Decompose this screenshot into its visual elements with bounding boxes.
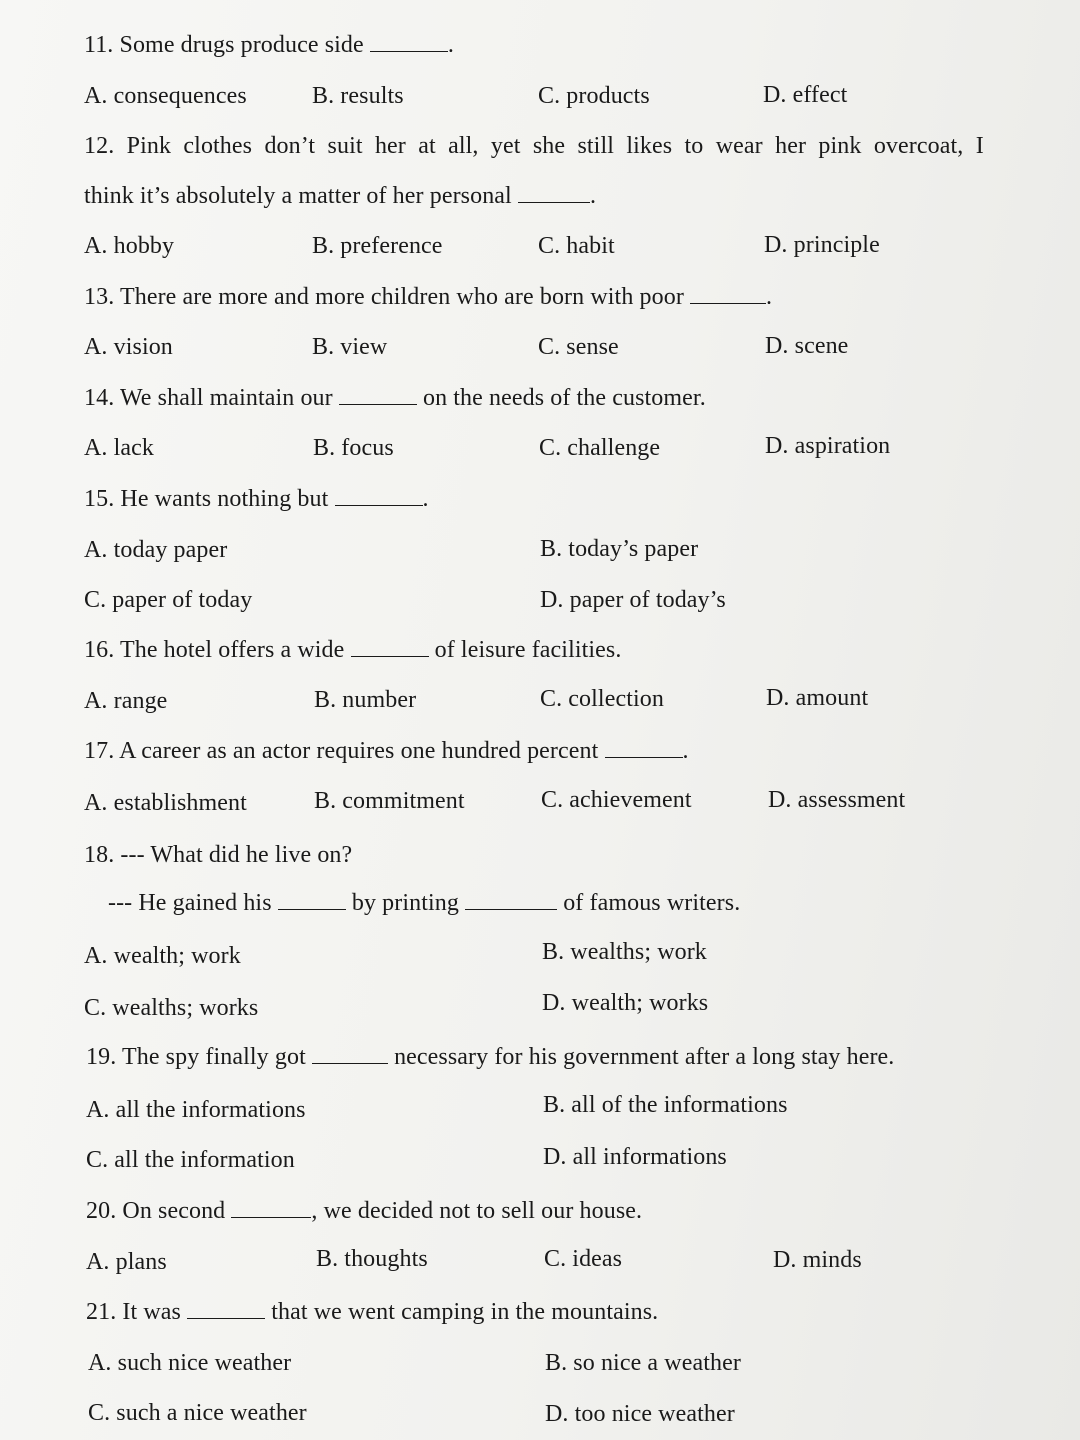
option-d: D. minds — [773, 1247, 862, 1273]
option-b: B. view — [312, 334, 388, 360]
stem-word: wear — [715, 133, 763, 159]
option-a: A. wealth; work — [84, 943, 241, 969]
option-c: C. paper of today — [84, 587, 253, 613]
stem-word: her — [374, 133, 406, 159]
stem-word: likes — [626, 133, 673, 159]
option-a: A. lack — [84, 435, 155, 461]
answer-blank — [335, 485, 423, 506]
option-a: A. plans — [86, 1249, 167, 1275]
option-b: B. number — [314, 687, 417, 713]
option-b: B. today’s paper — [540, 536, 699, 562]
option-d: D. aspiration — [765, 433, 891, 459]
option-b: B. wealths; work — [542, 939, 707, 965]
option-c: C. all the information — [86, 1147, 295, 1173]
answer-blank — [187, 1298, 265, 1319]
answer-blank — [370, 31, 448, 52]
question-12-stem-line2: think it’s absolutely a matter of her personal . — [84, 183, 597, 209]
option-d: D. too nice weather — [545, 1401, 735, 1427]
question-20-stem: 20. On second , we decided not to sell our house. — [86, 1198, 643, 1224]
option-b: B. all of the informations — [543, 1092, 788, 1118]
option-c: C. sense — [538, 334, 619, 360]
stem-word: don’t — [264, 133, 316, 159]
option-d: D. assessment — [768, 787, 906, 813]
answer-blank — [465, 889, 557, 910]
option-a: A. establishment — [84, 790, 247, 816]
option-b: B. results — [312, 83, 404, 109]
stem-word: clothes — [183, 133, 253, 159]
option-c: C. habit — [538, 233, 615, 259]
stem-word: still — [577, 133, 614, 159]
option-c: C. such a nice weather — [88, 1400, 307, 1426]
option-b: B. preference — [312, 233, 443, 259]
answer-blank — [690, 283, 766, 304]
option-c: C. products — [538, 83, 650, 109]
question-19-stem: 19. The spy finally got necessary for his government after a long stay here. — [86, 1044, 895, 1070]
stem-word: overcoat, — [873, 133, 964, 159]
option-b: B. thoughts — [316, 1246, 428, 1272]
option-a: A. range — [84, 688, 168, 714]
answer-blank — [518, 182, 590, 203]
question-16-stem: 16. The hotel offers a wide of leisure facilities. — [84, 637, 622, 663]
question-14-stem: 14. We shall maintain our on the needs of the customer. — [84, 385, 706, 411]
option-a: A. such nice weather — [88, 1350, 292, 1376]
stem-word: to — [684, 133, 704, 159]
option-b: B. commitment — [314, 788, 465, 814]
option-c: C. ideas — [544, 1246, 623, 1272]
option-a: A. all the informations — [86, 1097, 306, 1123]
question-18-stem-line1: 18. --- What did he live on? — [84, 842, 353, 868]
question-15-stem: 15. He wants nothing but . — [84, 486, 429, 512]
option-d: D. principle — [764, 232, 880, 258]
question-21-stem: 21. It was that we went camping in the mountains. — [86, 1299, 659, 1325]
answer-blank — [351, 636, 429, 657]
stem-word: 12. — [84, 133, 115, 159]
option-a: A. hobby — [84, 233, 175, 259]
option-d: D. scene — [765, 333, 849, 359]
answer-blank — [278, 889, 346, 910]
option-c: C. achievement — [541, 787, 692, 813]
question-11-stem: 11. Some drugs produce side . — [84, 32, 454, 58]
answer-blank — [605, 737, 683, 758]
option-c: C. challenge — [539, 435, 661, 461]
answer-blank — [231, 1197, 311, 1218]
option-c: C. collection — [540, 686, 664, 712]
stem-word: suit — [327, 133, 363, 159]
stem-word: at — [418, 133, 436, 159]
option-d: D. wealth; works — [542, 990, 709, 1016]
stem-word: she — [532, 133, 566, 159]
stem-word: I — [975, 133, 984, 159]
question-13-stem: 13. There are more and more children who are born with poor . — [84, 284, 773, 310]
stem-word: yet — [490, 133, 521, 159]
option-a: A. consequences — [84, 83, 247, 109]
stem-word: pink — [818, 133, 862, 159]
question-12-stem-line1 — [84, 131, 984, 161]
option-a: A. today paper — [84, 537, 228, 563]
question-17-stem: 17. A career as an actor requires one hundred percent . — [84, 738, 689, 764]
question-18-stem-line2: --- He gained his by printing of famous writers. — [108, 890, 741, 916]
option-d: D. effect — [763, 82, 848, 108]
option-d: D. paper of today’s — [540, 587, 726, 613]
option-d: D. all informations — [543, 1144, 727, 1170]
option-d: D. amount — [766, 685, 869, 711]
stem-word: her — [775, 133, 807, 159]
stem-word: Pink — [126, 133, 172, 159]
option-b: B. so nice a weather — [545, 1350, 741, 1376]
answer-blank — [339, 384, 417, 405]
option-b: B. focus — [313, 435, 394, 461]
answer-blank — [312, 1043, 388, 1064]
option-c: C. wealths; works — [84, 995, 259, 1021]
option-a: A. vision — [84, 334, 173, 360]
stem-word: all, — [448, 133, 479, 159]
